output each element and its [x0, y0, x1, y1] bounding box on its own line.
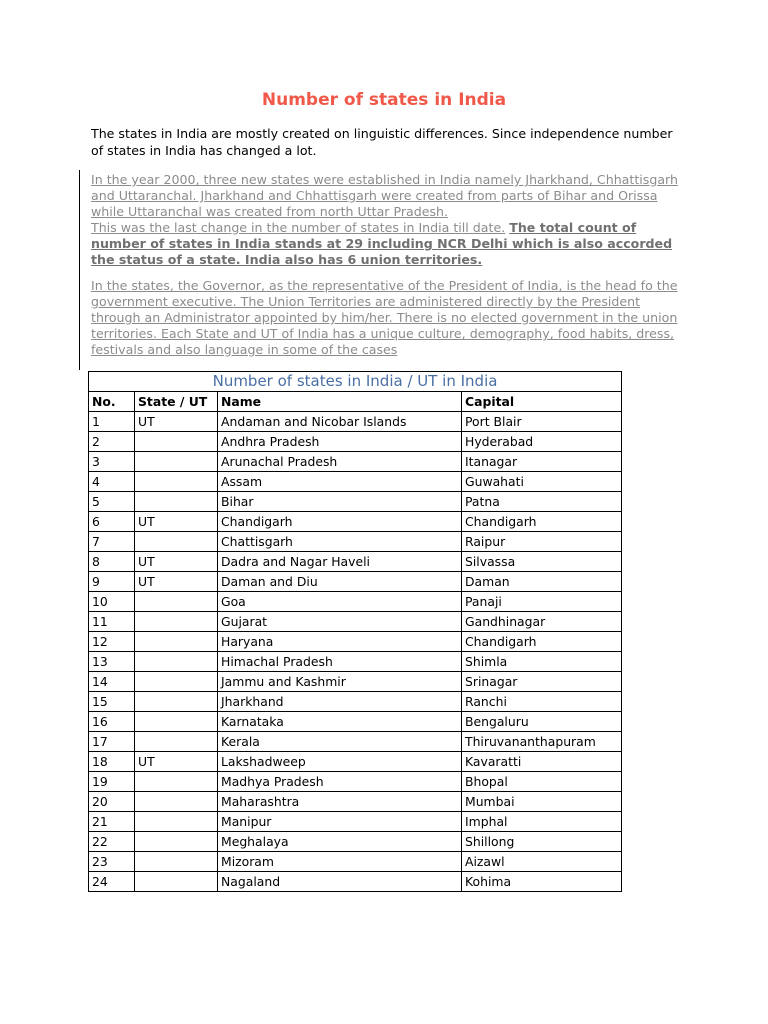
cell-state-ut: [135, 792, 218, 812]
cell-name: Nagaland: [218, 872, 462, 892]
cell-no: 10: [89, 592, 135, 612]
cell-state-ut: [135, 632, 218, 652]
cell-name: Dadra and Nagar Haveli: [218, 552, 462, 572]
table-row: [89, 412, 622, 432]
cell-name: Bihar: [218, 492, 462, 512]
table-row: [89, 632, 622, 652]
cell-no: 16: [89, 712, 135, 732]
quote-paragraph-1: [91, 172, 687, 268]
table-row: [89, 652, 622, 672]
cell-state-ut: [135, 672, 218, 692]
table-row: [89, 432, 622, 452]
header-capital: Capital: [462, 392, 622, 412]
intro-paragraph: The states in India are mostly created on linguistic differences. Since independence number of states in India has changed a lot.: [91, 126, 673, 158]
cell-state-ut: [135, 712, 218, 732]
cell-capital: Shimla: [462, 652, 622, 672]
cell-state-ut: [135, 452, 218, 472]
cell-capital: Port Blair: [462, 412, 622, 432]
cell-state-ut: UT: [135, 752, 218, 772]
cell-no: 1: [89, 412, 135, 432]
states-table: [88, 371, 622, 892]
cell-no: 14: [89, 672, 135, 692]
quote-text-governor: In the states, the Governor, as the representative of the President of India, is the head fo the government executive. The Union Territories are administered directly by the President through an Administrator appointed by him/her. There is no elected government in the union territories. Each State and UT of India has a unique culture, demography, food habits, dress, festivals and also language in some of the cases: [91, 278, 678, 357]
cell-name: Gujarat: [218, 612, 462, 632]
cell-no: 21: [89, 812, 135, 832]
table-row: [89, 492, 622, 512]
cell-no: 19: [89, 772, 135, 792]
cell-state-ut: [135, 492, 218, 512]
cell-no: 18: [89, 752, 135, 772]
cell-capital: Patna: [462, 492, 622, 512]
cell-state-ut: [135, 732, 218, 752]
cell-name: Meghalaya: [218, 832, 462, 852]
table-row: [89, 732, 622, 752]
cell-capital: Silvassa: [462, 552, 622, 572]
cell-capital: Kohima: [462, 872, 622, 892]
cell-state-ut: [135, 472, 218, 492]
table-row: [89, 692, 622, 712]
table-row: [89, 672, 622, 692]
table-row: [89, 772, 622, 792]
cell-name: Jharkhand: [218, 692, 462, 712]
cell-capital: Kavaratti: [462, 752, 622, 772]
cell-no: 15: [89, 692, 135, 712]
table-row: [89, 792, 622, 812]
table-header-row: [89, 392, 622, 412]
cell-name: Kerala: [218, 732, 462, 752]
cell-state-ut: [135, 592, 218, 612]
table-row: [89, 852, 622, 872]
cell-name: Karnataka: [218, 712, 462, 732]
table-row: [89, 472, 622, 492]
cell-state-ut: UT: [135, 412, 218, 432]
cell-state-ut: [135, 652, 218, 672]
page-title: Number of states in India: [261, 90, 507, 110]
cell-state-ut: UT: [135, 572, 218, 592]
cell-capital: Hyderabad: [462, 432, 622, 452]
cell-no: 23: [89, 852, 135, 872]
cell-state-ut: [135, 612, 218, 632]
cell-state-ut: [135, 832, 218, 852]
cell-name: Chattisgarh: [218, 532, 462, 552]
table-row: [89, 832, 622, 852]
cell-state-ut: UT: [135, 512, 218, 532]
cell-name: Andaman and Nicobar Islands: [218, 412, 462, 432]
table-row: [89, 452, 622, 472]
cell-capital: Chandigarh: [462, 632, 622, 652]
cell-no: 2: [89, 432, 135, 452]
cell-capital: Raipur: [462, 532, 622, 552]
quote-border: [79, 170, 80, 370]
cell-state-ut: [135, 772, 218, 792]
cell-capital: Gandhinagar: [462, 612, 622, 632]
cell-no: 6: [89, 512, 135, 532]
cell-state-ut: [135, 852, 218, 872]
cell-no: 12: [89, 632, 135, 652]
table-row: [89, 612, 622, 632]
cell-name: Maharashtra: [218, 792, 462, 812]
cell-capital: Itanagar: [462, 452, 622, 472]
quote-paragraph-2: [91, 278, 687, 358]
cell-no: 7: [89, 532, 135, 552]
cell-state-ut: [135, 812, 218, 832]
cell-name: Assam: [218, 472, 462, 492]
cell-state-ut: [135, 532, 218, 552]
cell-state-ut: [135, 432, 218, 452]
cell-no: 22: [89, 832, 135, 852]
cell-capital: Bengaluru: [462, 712, 622, 732]
quote-text-2000: In the year 2000, three new states were established in India namely Jharkhand, Chhattisgarh and Uttaranchal. Jharkhand and Chhattisgarh were created from parts of Bihar and Orissa while Uttaranchal was created from north Uttar Pradesh.: [91, 172, 678, 219]
cell-name: Andhra Pradesh: [218, 432, 462, 452]
cell-name: Lakshadweep: [218, 752, 462, 772]
cell-no: 17: [89, 732, 135, 752]
cell-name: Arunachal Pradesh: [218, 452, 462, 472]
cell-no: 4: [89, 472, 135, 492]
cell-no: 3: [89, 452, 135, 472]
cell-name: Chandigarh: [218, 512, 462, 532]
table-row: [89, 812, 622, 832]
table-row: [89, 872, 622, 892]
cell-name: Manipur: [218, 812, 462, 832]
table-row: [89, 552, 622, 572]
cell-capital: Daman: [462, 572, 622, 592]
cell-name: Haryana: [218, 632, 462, 652]
cell-capital: Bhopal: [462, 772, 622, 792]
cell-capital: Panaji: [462, 592, 622, 612]
cell-capital: Ranchi: [462, 692, 622, 712]
cell-capital: Guwahati: [462, 472, 622, 492]
header-state-ut: State / UT: [135, 392, 218, 412]
table-row: [89, 712, 622, 732]
cell-no: 5: [89, 492, 135, 512]
cell-capital: Shillong: [462, 832, 622, 852]
cell-name: Himachal Pradesh: [218, 652, 462, 672]
table-row: [89, 512, 622, 532]
cell-capital: Imphal: [462, 812, 622, 832]
cell-state-ut: [135, 692, 218, 712]
table-title: Number of states in India / UT in India: [89, 372, 622, 392]
cell-no: 13: [89, 652, 135, 672]
table-row: [89, 532, 622, 552]
cell-capital: Thiruvananthapuram: [462, 732, 622, 752]
cell-capital: Srinagar: [462, 672, 622, 692]
cell-no: 11: [89, 612, 135, 632]
cell-name: Madhya Pradesh: [218, 772, 462, 792]
cell-name: Mizoram: [218, 852, 462, 872]
cell-state-ut: UT: [135, 552, 218, 572]
quote-text-total-count: The total count of number of states in India stands at 29 including NCR Delhi which is also accorded the status of a state. India also has 6 union territories.: [91, 220, 673, 267]
quote-text-last-change: This was the last change in the number of states in India till date.: [91, 220, 506, 235]
cell-no: 24: [89, 872, 135, 892]
table-row: [89, 752, 622, 772]
cell-capital: Chandigarh: [462, 512, 622, 532]
cell-no: 9: [89, 572, 135, 592]
table-row: [89, 592, 622, 612]
table-row: [89, 572, 622, 592]
cell-capital: Mumbai: [462, 792, 622, 812]
cell-no: 20: [89, 792, 135, 812]
cell-state-ut: [135, 872, 218, 892]
cell-name: Jammu and Kashmir: [218, 672, 462, 692]
cell-capital: Aizawl: [462, 852, 622, 872]
cell-name: Goa: [218, 592, 462, 612]
cell-name: Daman and Diu: [218, 572, 462, 592]
header-name: Name: [218, 392, 462, 412]
cell-no: 8: [89, 552, 135, 572]
header-no: No.: [89, 392, 135, 412]
